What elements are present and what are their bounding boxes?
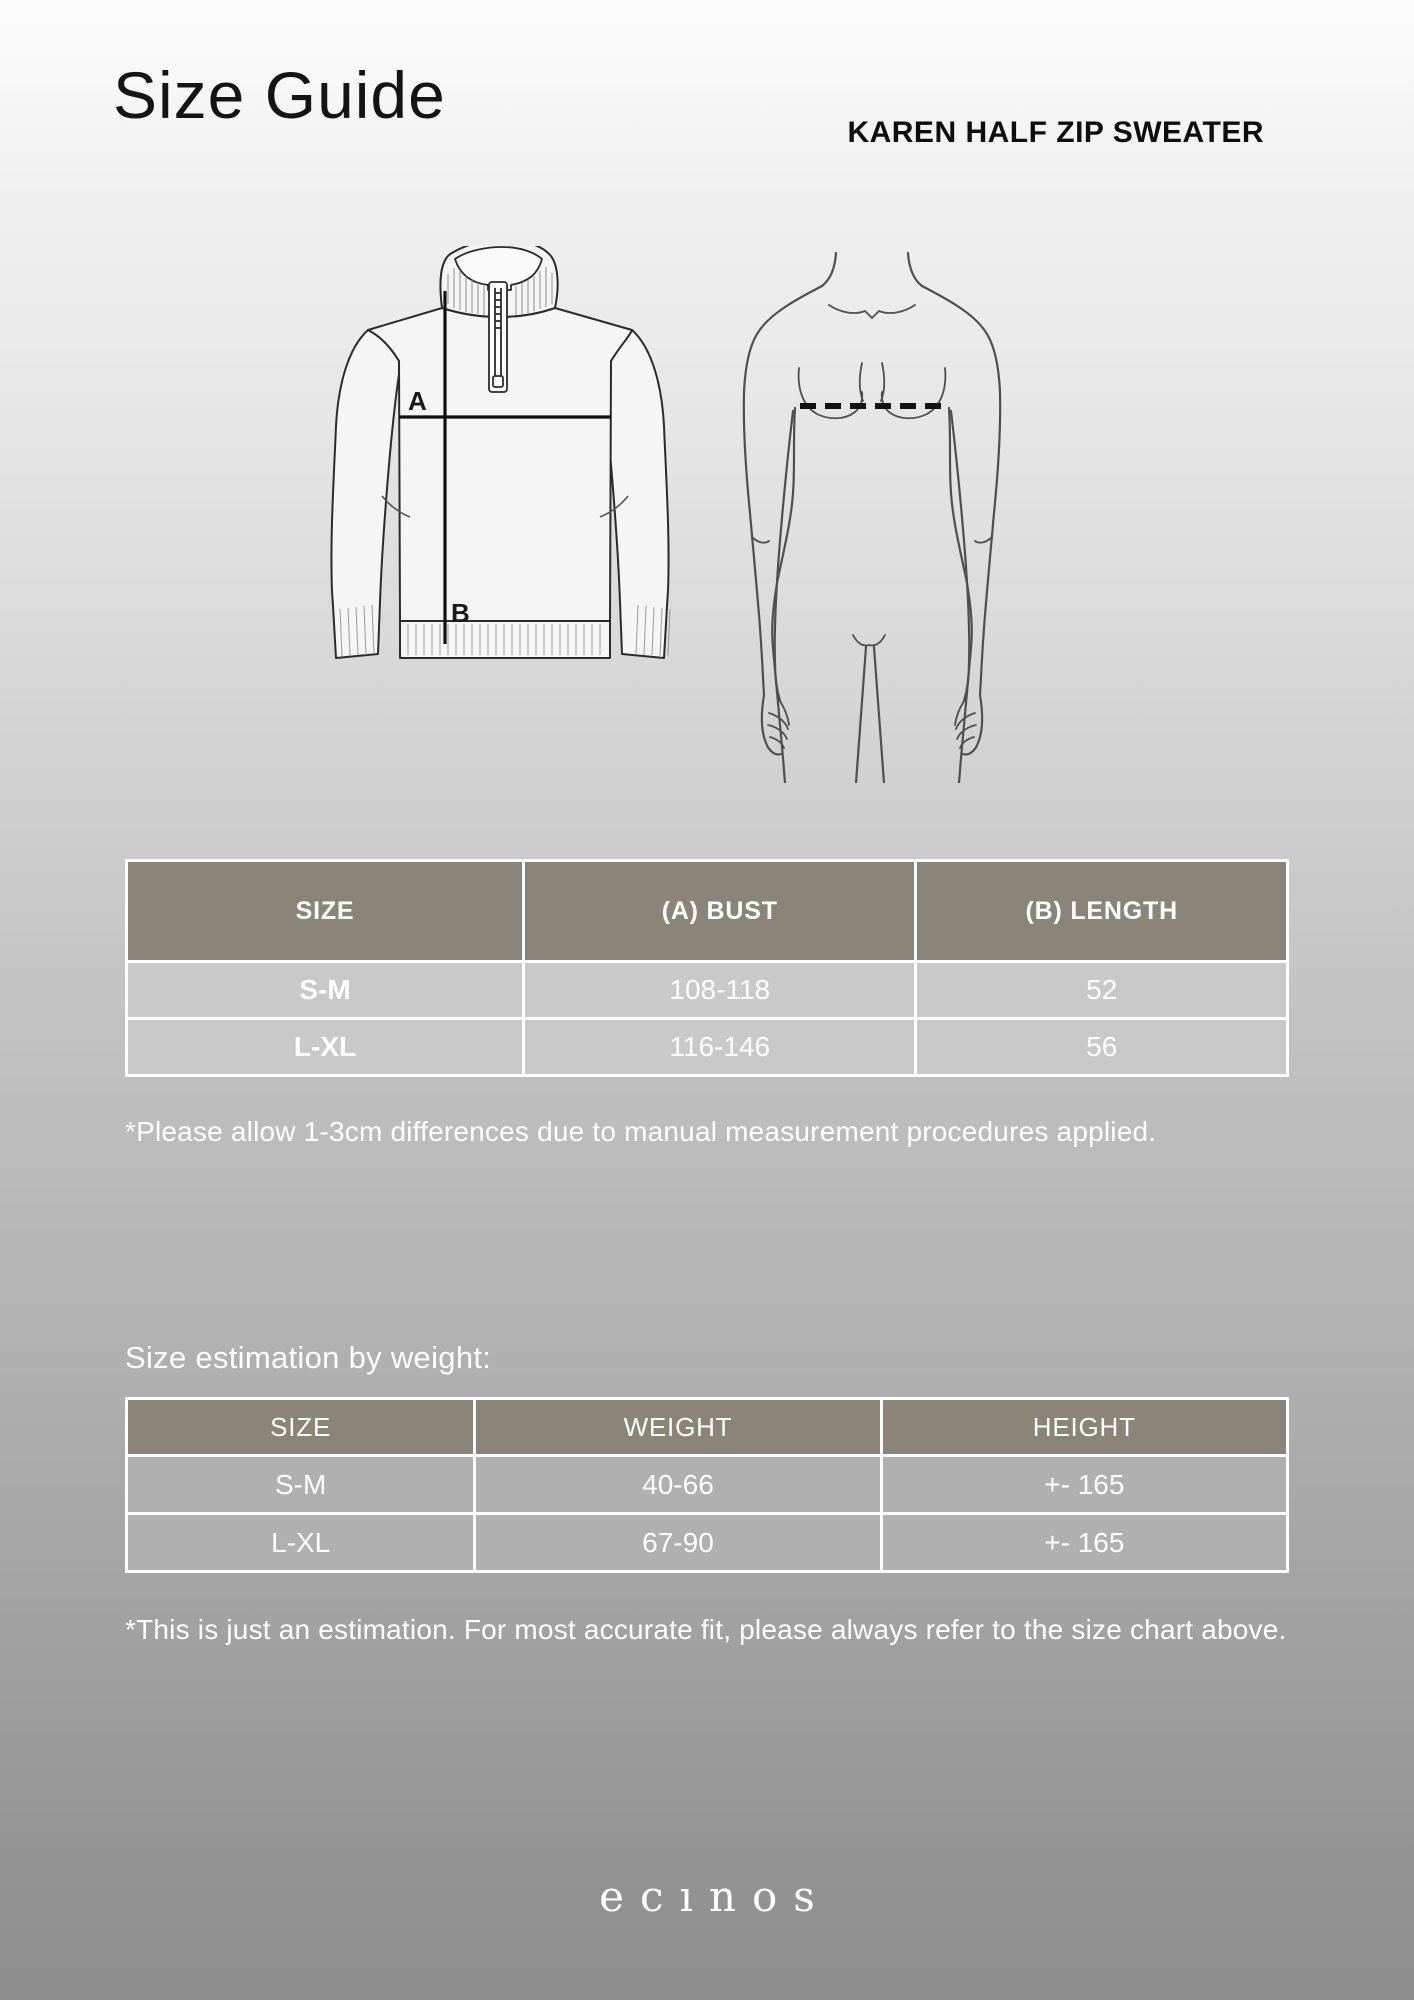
estimation-note: *This is just an estimation. For most accurate fit, please always refer to the size chart above. [125,1614,1287,1645]
weight-table-header-height: HEIGHT [881,1399,1287,1456]
weight-table-header-row [127,1399,1288,1456]
page-title: Size Guide [113,58,446,132]
height-cell: +- 165 [881,1514,1287,1572]
size-cell: L-XL [127,1019,524,1076]
weight-table-header-weight: WEIGHT [475,1399,881,1456]
size-cell: S-M [127,1456,475,1514]
table-row [127,962,1288,1019]
size-cell: S-M [127,962,524,1019]
body-illustration [733,243,1013,783]
brand-logo: ecınos [599,1872,831,1921]
size-table [125,859,1289,1077]
length-cell: 52 [916,962,1288,1019]
zipper [489,282,507,392]
table-row [127,1514,1288,1572]
size-table-header-size: SIZE [127,861,524,962]
product-name: KAREN HALF ZIP SWEATER [847,116,1264,149]
length-cell: 56 [916,1019,1288,1076]
bust-cell: 116-146 [524,1019,916,1076]
weight-table-header-size: SIZE [127,1399,475,1456]
label-a: A [408,386,427,416]
table-row [127,1456,1288,1514]
label-b: B [451,598,470,628]
size-table-header-bust: (A) BUST [524,861,916,962]
table-row [127,1019,1288,1076]
sweater-illustration [330,246,680,671]
weight-table [125,1397,1289,1573]
size-cell: L-XL [127,1514,475,1572]
size-table-header-row [127,861,1288,962]
bust-cell: 108-118 [524,962,916,1019]
height-cell: +- 165 [881,1456,1287,1514]
weight-section-heading: Size estimation by weight: [125,1340,492,1375]
size-table-header-length: (B) LENGTH [916,861,1288,962]
sweater-left-sleeve [331,330,399,658]
measurement-note: *Please allow 1-3cm differences due to manual measurement procedures applied. [125,1116,1157,1147]
weight-cell: 40-66 [475,1456,881,1514]
weight-cell: 67-90 [475,1514,881,1572]
